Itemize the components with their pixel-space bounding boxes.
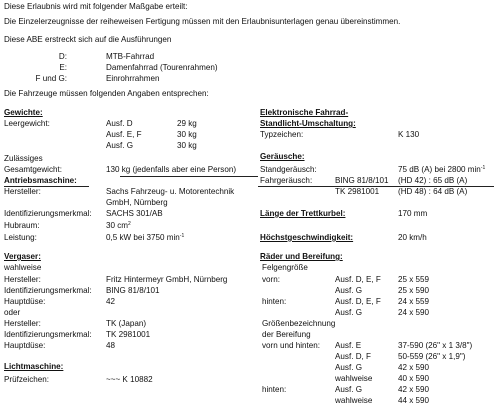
standgeraeusch-value: 75 dB (A) bei 2800 $\min^{-1}$ [398, 165, 486, 174]
bereifung-ausf-2: Ausf. D, F [335, 352, 371, 361]
section-title-elektro-2: Standlicht-Umschaltung: [260, 119, 356, 128]
motor-hersteller-value-1: Sachs Fahrzeug- u. Motorentechnik [106, 187, 235, 196]
intro-line-4: Die Fahrzeuge müssen folgenden Angaben entsprechen: [4, 89, 209, 98]
weight-ausf-ef: Ausf. E, F [106, 130, 142, 139]
bereifung-hinten-label: hinten: [262, 385, 287, 394]
weight-val-ef: 30 kg [177, 130, 197, 139]
version-code-d: D: [58, 52, 67, 61]
scan-rule-left [120, 176, 258, 177]
zulaessiges-label: Zulässiges [4, 154, 43, 163]
fahrgeraeusch-name-1: BING 81/8/101 [335, 176, 389, 185]
vergaser-ident-value-2: TK 2981001 [106, 330, 151, 339]
hauptduese-label-1: Hauptdüse: [4, 297, 46, 306]
vergaser-ident-label-1: Identifizierungsmerkmal: [4, 286, 92, 295]
groessen-title-1: Größenbezeichnung [262, 319, 336, 328]
felgen-title: Felgengröße [262, 263, 308, 272]
vergaser-ident-value-1: BING 81/8/101 [106, 286, 160, 295]
felgen-hinten-label: hinten: [262, 297, 287, 306]
bereifung-ausf-3: Ausf. G [335, 363, 362, 372]
pruefzeichen-value: ~~~ K 10882 [106, 375, 153, 384]
felgen-val-3: 24 x 559 [398, 297, 430, 306]
typzeichen-value: K 130 [398, 130, 420, 139]
fahrgeraeusch-value-2: (HD 48) : 64 dB (A) [398, 187, 468, 196]
section-title-tretkurbel: Länge der Trettkurbel: [260, 209, 346, 218]
intro-line-1: Diese Erlaubnis wird mit folgender Maßgabe erteilt: [4, 2, 188, 11]
weight-ausf-d: Ausf. D [106, 119, 133, 128]
section-title-elektro-1: Elektronische Fahrrad- [260, 108, 349, 117]
weight-val-g: 30 kg [177, 141, 197, 150]
bereifung-ausf-5: Ausf. G [335, 385, 362, 394]
felgen-val-1: 25 x 559 [398, 275, 430, 284]
section-title-gewichte: Gewichte: [4, 108, 43, 117]
section-title-vergaser: Vergaser: [4, 252, 41, 261]
groessen-title-2: der Bereifung [262, 330, 311, 339]
version-name-e: Damenfahrrad (Tourenrahmen) [106, 63, 218, 72]
section-title-licht: Lichtmaschine: [4, 362, 64, 371]
vergaser-wahlweise: wahlweise [4, 263, 42, 272]
felgen-vorn-label: vorn: [262, 275, 280, 284]
felgen-ausf-4: Ausf. G [335, 308, 362, 317]
pruefzeichen-label: Prüfzeichen: [4, 375, 49, 384]
leistung-label: Leistung: [4, 233, 37, 242]
motor-hersteller-label: Hersteller: [4, 187, 41, 196]
bereifung-wahlweise-2: wahlweise [335, 396, 373, 405]
section-title-geraeusche: Geräusche: [260, 152, 305, 161]
felgen-ausf-3: Ausf. D, E, F [335, 297, 381, 306]
standgeraeusch-label: Standgeräusch: [260, 165, 317, 174]
version-code-fg: F und G: [35, 74, 67, 83]
vergaser-hersteller-value-1: Fritz Hintermeyr GmbH, Nürnberg [106, 275, 228, 284]
fahrgeraeusch-name-2: TK 2981001 [335, 187, 380, 196]
vergaser-hersteller-label-2: Hersteller: [4, 319, 41, 328]
speed-value: 20 km/h [398, 233, 427, 242]
fahrgeraeusch-label: Fahrgeräusch: [260, 176, 313, 185]
gesamtgewicht-value: 130 kg (jedenfalls aber eine Person) [106, 165, 237, 174]
hauptduese-value-1: 42 [106, 297, 116, 306]
bereifung-val-4: 40 x 590 [398, 374, 430, 383]
bereifung-val-3: 42 x 590 [398, 363, 430, 372]
gesamtgewicht-label: Gesamtgewicht: [4, 165, 63, 174]
felgen-val-4: 24 x 590 [398, 308, 430, 317]
motor-hersteller-value-2: GmbH, Nürnberg [106, 198, 168, 207]
weight-val-d: 29 kg [177, 119, 197, 128]
bereifung-val-5: 42 x 590 [398, 385, 430, 394]
version-code-e: E: [59, 63, 67, 72]
bereifung-val-6: 44 x 590 [398, 396, 430, 405]
bereifung-vorn-hinten-label: vorn und hinten: [262, 341, 321, 350]
section-title-raeder: Räder und Bereifung: [260, 252, 343, 261]
vergaser-oder: oder [4, 308, 21, 317]
section-title-antrieb: Antriebsmaschine: [4, 176, 77, 185]
intro-line-3: Diese ABE erstreckt sich auf die Ausführungen [4, 35, 172, 44]
felgen-ausf-2: Ausf. G [335, 286, 362, 295]
tretkurbel-value: 170 mm [398, 209, 428, 218]
hauptduese-value-2: 48 [106, 341, 116, 350]
felgen-val-2: 25 x 590 [398, 286, 430, 295]
bereifung-wahlweise-1: wahlweise [335, 374, 373, 383]
motor-ident-label: Identifizierungsmerkmal: [4, 209, 92, 218]
section-title-speed: Höchstgeschwindigkeit: [260, 233, 354, 242]
felgen-ausf-1: Ausf. D, E, F [335, 275, 381, 284]
leistung-value: 0,5 kW bei 3750 $\min^{-1}$ [106, 233, 185, 242]
vergaser-ident-label-2: Identifizierungsmerkmal: [4, 330, 92, 339]
vergaser-hersteller-label-1: Hersteller: [4, 275, 41, 284]
bereifung-val-1: 37-590 (26" x 1 3/8") [398, 341, 473, 350]
leergewicht-label: Leergewicht: [4, 119, 50, 128]
vergaser-hersteller-value-2: TK (Japan) [106, 319, 147, 328]
hubraum-label: Hubraum: [4, 221, 40, 230]
bereifung-val-2: 50-559 (26" x 1,9") [398, 352, 466, 361]
bereifung-ausf-1: Ausf. E [335, 341, 362, 350]
hubraum-value: 30 $cm^2$ [106, 221, 131, 230]
weight-ausf-g: Ausf. G [106, 141, 133, 150]
fahrgeraeusch-value-1: (HD 42) : 65 dB (A) [398, 176, 468, 185]
motor-ident-value: SACHS 301/AB [106, 209, 163, 218]
hauptduese-label-2: Hauptdüse: [4, 341, 46, 350]
version-name-d: MTB-Fahrrad [106, 52, 155, 61]
typzeichen-label: Typzeichen: [260, 130, 304, 139]
version-name-fg: Einrohrrahmen [106, 74, 160, 83]
intro-line-2: Die Einzelerzeugnisse der reiheweisen Fertigung müssen mit den Erlaubnisunterlagen genau übereinstimmen. [4, 17, 401, 26]
